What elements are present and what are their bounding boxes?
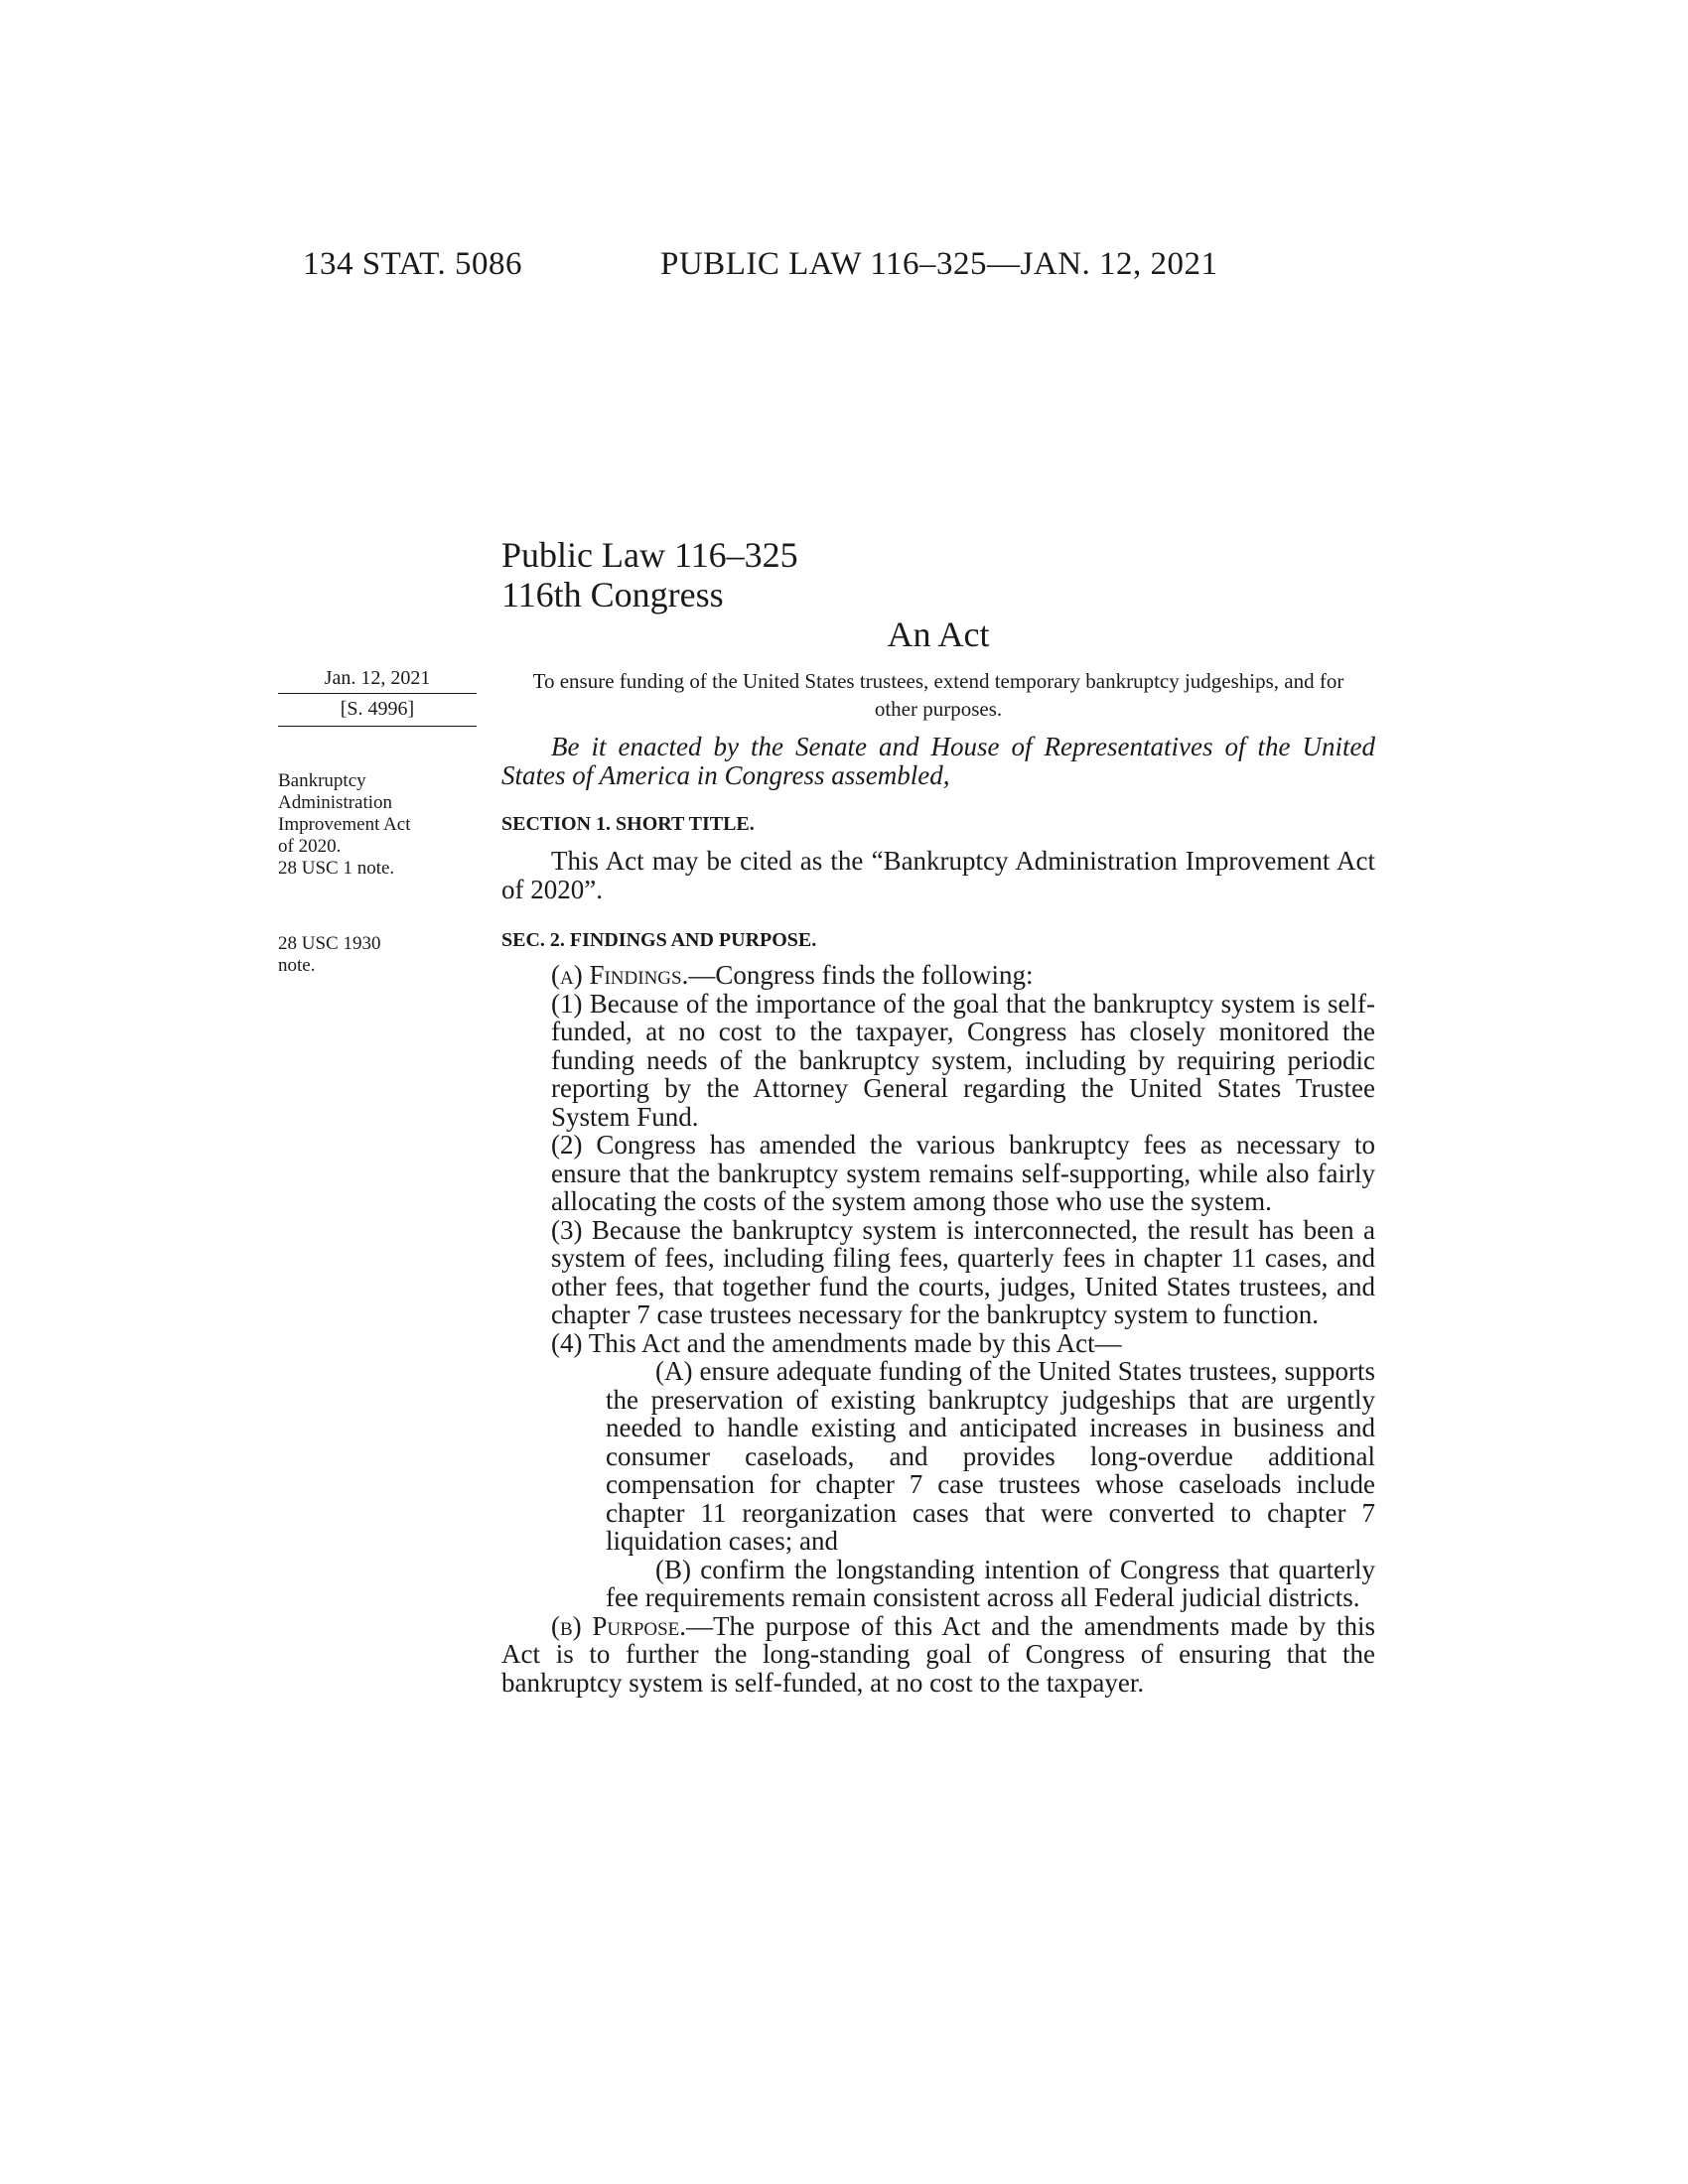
- margin-note-line: Administration: [278, 792, 393, 813]
- section2-heading: SEC. 2. FINDINGS AND PURPOSE.: [501, 929, 817, 951]
- enacting-clause: [501, 733, 1375, 790]
- findings-intro: —Congress finds the following:: [688, 960, 1034, 990]
- subparagraph-list: [501, 1357, 1375, 1612]
- an-act-heading: An Act: [887, 614, 990, 654]
- page-stat-citation: 134 STAT. 5086: [303, 246, 523, 282]
- findings-subsection: [501, 961, 1375, 990]
- finding-paragraph: (4) This Act and the amendments made by this Act—: [551, 1327, 1122, 1358]
- margin-note-line: 28 USC 1 note.: [278, 858, 395, 879]
- date-rule: [278, 693, 477, 694]
- findings-label: (a) Findings.: [551, 960, 689, 990]
- margin-note-line: note.: [278, 955, 316, 976]
- finding-paragraph: (1) Because of the importance of the goal that the bankruptcy system is self-funded, at no cost to the taxpayer, Congress has closely monitored the funding needs of the bankruptcy system, including by requiring periodic reporting by the Attorney General regarding the United States Trustee System Fund.: [551, 988, 1375, 1132]
- section1-text: [501, 847, 1375, 903]
- margin-note-line: Improvement Act: [278, 814, 411, 835]
- section1-heading: SECTION 1. SHORT TITLE.: [501, 813, 755, 835]
- enactment-date: Jan. 12, 2021: [324, 667, 431, 689]
- bill-rule: [278, 726, 477, 727]
- section2-body: [501, 961, 1375, 1697]
- short-title-margin-note: [278, 770, 477, 880]
- congress-number: 116th Congress: [501, 575, 724, 614]
- enacting-clause-text: Be it enacted by the Senate and House of Representatives of the United States of America in Congress assembled,: [501, 732, 1375, 790]
- running-head-law-date: PUBLIC LAW 116–325—JAN. 12, 2021: [660, 246, 1218, 282]
- margin-note-line: of 2020.: [278, 836, 342, 857]
- finding-paragraph: (2) Congress has amended the various bankruptcy fees as necessary to ensure that the bankruptcy system remains self-supporting, while also fairly allocating the costs of the system among those who use the system.: [551, 1130, 1375, 1216]
- findings-list: [501, 990, 1375, 1358]
- short-title-paragraph: This Act may be cited as the “Bankruptcy Administration Improvement Act of 2020”.: [501, 846, 1375, 904]
- long-title: To ensure funding of the United States trustees, extend temporary bankruptcy judgeships, and for other purposes.: [532, 669, 1344, 721]
- bill-number: [S. 4996]: [340, 698, 415, 720]
- purpose-label: (b) Purpose.: [551, 1610, 687, 1641]
- purpose-subsection: [501, 1612, 1375, 1698]
- margin-note-line: 28 USC 1930: [278, 933, 381, 954]
- section2-margin-note: [278, 933, 477, 977]
- margin-note-line: Bankruptcy: [278, 770, 366, 791]
- public-law-number: Public Law 116–325: [501, 535, 798, 575]
- subparagraph: (B) confirm the longstanding intention of Congress that quarterly fee requirements remain consistent across all Federal judicial districts.: [606, 1554, 1375, 1612]
- purpose-text: —The purpose of this Act and the amendments made by this Act is to further the long-standing goal of Congress of ensuring that the bankruptcy system is self-funded, at no cost to the taxpayer.: [501, 1610, 1375, 1698]
- finding-paragraph: (3) Because the bankruptcy system is interconnected, the result has been a system of fees, including filing fees, quarterly fees in chapter 11 cases, and other fees, that together fund the courts, judges, United States trustees, and chapter 7 case trustees necessary for the bankruptcy system to function.: [551, 1214, 1375, 1329]
- enactment-date-note: [278, 665, 477, 729]
- subparagraph: (A) ensure adequate funding of the United States trustees, supports the preservation of existing bankruptcy judgeships that are urgently needed to handle existing and anticipated increases in business and consumer caseloads, and provides long-overdue additional compensation for chapter 7 case trustees whose caseloads include chapter 11 reorganization cases that were converted to chapter 7 liquidation cases; and: [606, 1356, 1375, 1556]
